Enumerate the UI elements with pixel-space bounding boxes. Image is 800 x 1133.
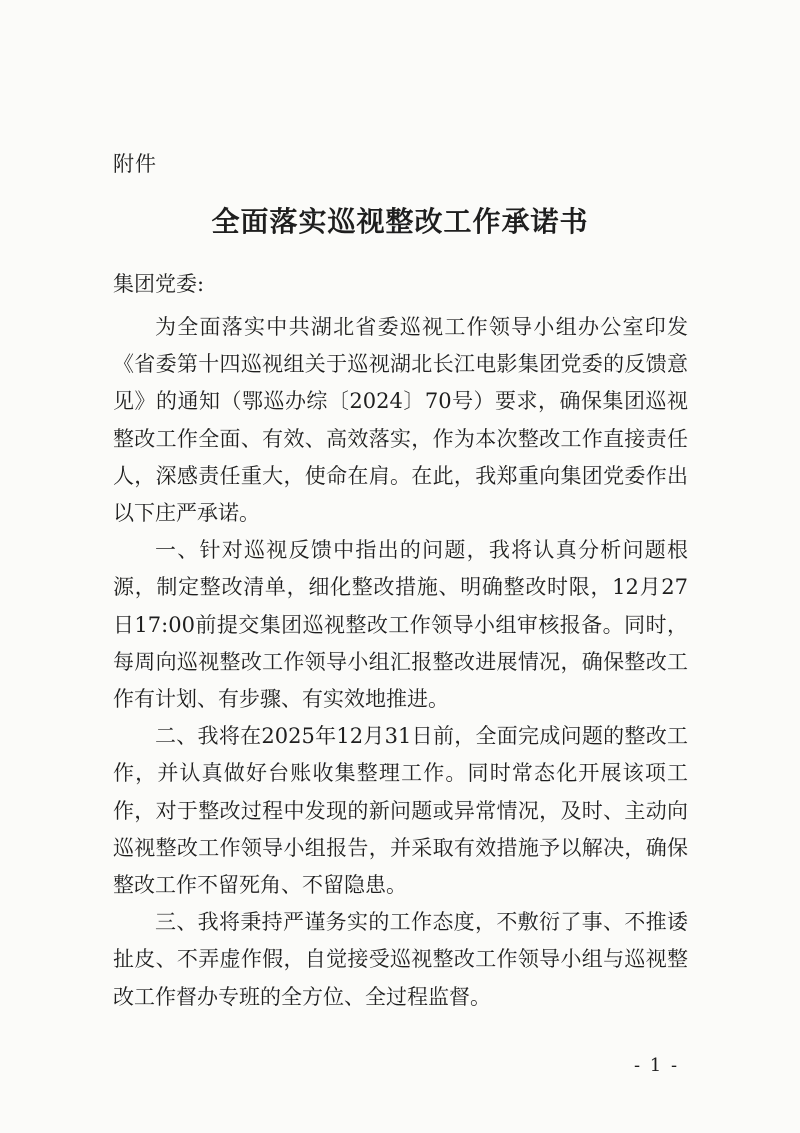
page-number: - 1 - [634,1055,680,1076]
paragraph-commitment-1: 一、针对巡视反馈中指出的问题，我将认真分析问题根源，制定整改清单，细化整改措施、明确整改时限，12月27日17:00前提交集团巡视整改工作领导小组审核报备。同时，每周向巡视整改工作领导小组汇报整改进展情况，确保整改工作有计划、有步骤、有实效地推进。 [113,538,688,712]
paragraph-commitment-3: 三、我将秉持严谨务实的工作态度，不敷衍了事、不推诿扯皮、不弄虚作假，自觉接受巡视整改工作领导小组与巡视整改工作督办专班的全方位、全过程监督。 [113,910,688,1009]
attachment-label: 附件 [113,152,157,176]
addressee: 集团党委: [113,272,205,296]
paragraph-intro: 为全面落实中共湖北省委巡视工作领导小组办公室印发《省委第十四巡视组关于巡视湖北长江电影集团党委的反馈意见》的通知（鄂巡办综〔2024〕70号）要求，确保集团巡视整改工作全面、有效、高效落实，作为本次整改工作直接责任人，深感责任重大，使命在肩。在此，我郑重向集团党委作出以下庄严承诺。 [113,315,688,526]
paragraph-commitment-2: 二、我将在2025年12月31日前，全面完成问题的整改工作，并认真做好台账收集整理工作。同时常态化开展该项工作，对于整改过程中发现的新问题或异常情况，及时、主动向巡视整改工作领导小组报告，并采取有效措施予以解决，确保整改工作不留死角、不留隐患。 [113,724,688,898]
document-title: 全面落实巡视整改工作承诺书 [211,205,589,238]
document-body [113,309,688,1016]
